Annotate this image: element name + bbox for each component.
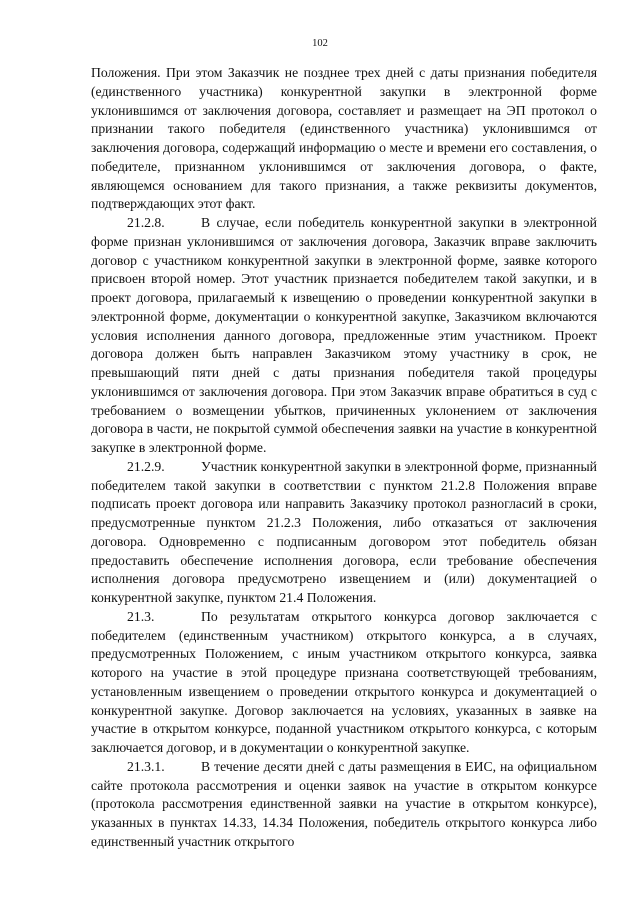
paragraph-text: Положения. При этом Заказчик не позднее трех дней с даты признания победителя (единственного участника) конкурентной закупки в электронной форме уклонившимся от заключения договора, составляет и размещает на ЭП протокол о признании такого победителя (единственного участника) уклонившимся от заключения договора, содержащий информацию о месте и времени его составления, о победителе, признанном уклонившимся от заключения договора, о факте, являющемся основанием для такого признания, а также реквизиты документов, подтверждающих этот факт. [91, 65, 597, 212]
clause-number: 21.2.9. [127, 458, 165, 474]
paragraph-text: По результатам открытого конкурса договор заключается с победителем (единственным участником) открытого конкурса, а в случаях, предусмотренных Положением, с иным участником открытого конкурса, заявка которого на участие в этой процедуре признана соответствующей требованиям, установленным извещением о проведении открытого конкурса и документацией о конкурентной закупке. Договор заключается на условиях, указанных в заявке на участие в открытом конкурсе, поданной участником открытого конкурса, с которым заключается договор, и в документации о конкурентной закупке. [91, 608, 597, 755]
clause-21-3-1 [91, 758, 597, 852]
clause-number: 21.2.8. [127, 215, 165, 230]
paragraph-text: В случае, если победитель конкурентной закупки в электронной форме признан уклонившимся от заключения договора, Заказчик вправе заключить договор с участником конкурентной закупки в электронной форме, заявке которого присвоен второй номер. Этот участник признается победителем такой закупки, и в проект договора, прилагаемый к извещению о проведении конкурентной закупки в электронной форме, документации о конкурентной закупке, Заказчиком включаются условия исполнения данного договора, предложенные этим участником. Проект договора должен быть направлен Заказчиком этому участнику в срок, не превышающий пяти дней с даты признания победителя такой процедуры уклонившимся от заключения договора. При этом Заказчик вправе обратиться в суд с требованием о возмещении убытков, причиненных уклонением от заключения договора в части, не покрытой суммой обеспечения заявки на участие в конкурентной закупке в электронной форме. [91, 215, 597, 455]
paragraph-text: В течение десяти дней с даты размещения в ЕИС, на официальном сайте протокола рассмотрения и оценки заявок на участие в открытом конкурсе (протокола рассмотрения единственной заявки на участие в открытом конкурсе), указанных в пунктах 14.33, 14.34 Положения, победитель открытого конкурса либо единственный участник открытого [91, 758, 597, 849]
clause-number: 21.3. [127, 608, 155, 624]
clause-21-3 [91, 608, 597, 758]
clause-number: 21.3.1. [127, 758, 165, 774]
clause-21-2-9 [91, 458, 597, 608]
paragraph-text: Участник конкурентной закупки в электронной форме, признанный победителем такой закупки в соответствии с пунктом 21.2.8 Положения вправе подписать проект договора или направить Заказчику протокол разногласий в сроки, предусмотренные пунктом 21.2.3 Положения, либо отказаться от заключения договора. Одновременно с подписанным договором этот победитель обязан предоставить обеспечение исполнения договора, если требование обеспечения исполнения договора предусмотрено извещением и (или) документацией о конкурентной закупке, пунктом 21.4 Положения. [91, 458, 597, 605]
paragraph-continuation [91, 64, 597, 214]
page-number: 102 [312, 38, 328, 49]
clause-21-2-8 [91, 214, 597, 458]
document-body [91, 64, 597, 852]
